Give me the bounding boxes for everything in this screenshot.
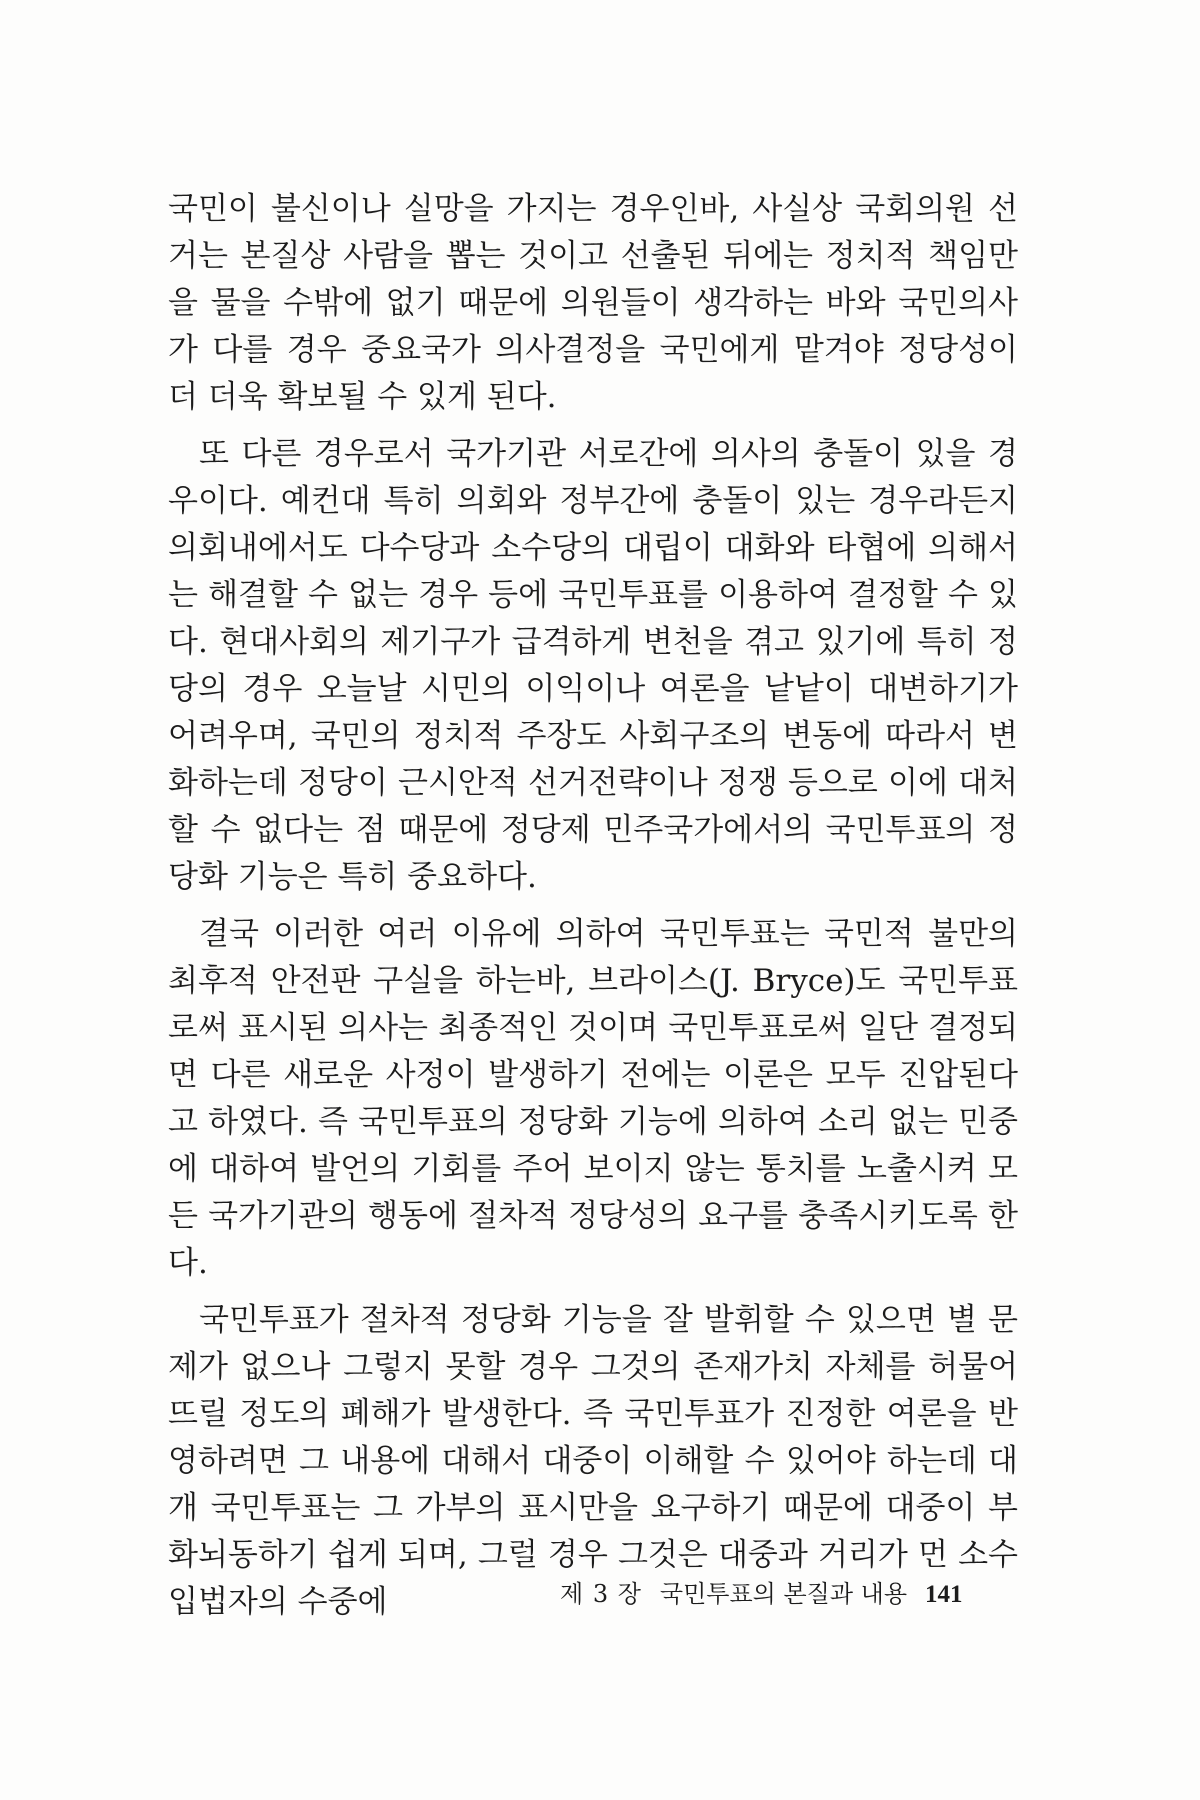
page-number: 141 xyxy=(925,1581,963,1608)
running-footer xyxy=(560,1574,963,1609)
body-text xyxy=(168,186,1018,1636)
paragraph-2: 또 다른 경우로서 국가기관 서로간에 의사의 충돌이 있을 경우이다. 예컨대 특히 의회와 정부간에 충돌이 있는 경우라든지 의회내에서도 다수당과 소수당의 대립이 대화와 타협에 의해서는 해결할 수 없는 경우 등에 국민투표를 이용하여 결정할 수 있다. 현대사회의 제기구가 급격하게 변천을 겪고 있기에 특히 정당의 경우 오늘날 시민의 이익이나 여론을 낱낱이 대변하기가 어려우며, 국민의 정치적 주장도 사회구조의 변동에 따라서 변화하는데 정당이 근시안적 선거전략이나 정쟁 등으로 이에 대처할 수 없다는 점 때문에 정당제 민주국가에서의 국민투표의 정당화 기능은 특히 중요하다. xyxy=(168,436,1018,895)
footer-chapter-title: 국민투표의 본질과 내용 xyxy=(659,1580,908,1608)
footer-chapter: 제 3 장 xyxy=(560,1580,642,1608)
paragraph-1: 국민이 불신이나 실망을 가지는 경우인바, 사실상 국회의원 선거는 본질상 사람을 뽑는 것이고 선출된 뒤에는 정치적 책임만을 물을 수밖에 없기 때문에 의원들이 생각하는 바와 국민의사가 다를 경우 중요국가 의사결정을 국민에게 맡겨야 정당성이 더 더욱 확보될 수 있게 된다. xyxy=(168,191,1018,415)
paragraph-3: 결국 이러한 여러 이유에 의하여 국민투표는 국민적 불만의 최후적 안전판 구실을 하는바, 브라이스(J. Bryce)도 국민투표로써 표시된 의사는 최종적인 것이며 국민투표로써 일단 결정되면 다른 새로운 사정이 발생하기 전에는 이론은 모두 진압된다고 하였다. 즉 국민투표의 정당화 기능에 의하여 소리 없는 민중에 대하여 발언의 기회를 주어 보이지 않는 통치를 노출시켜 모든 국가기관의 행동에 절차적 정당성의 요구를 충족시키도록 한다. xyxy=(168,916,1018,1281)
paragraph-4: 국민투표가 절차적 정당화 기능을 잘 발휘할 수 있으면 별 문제가 없으나 그렇지 못할 경우 그것의 존재가치 자체를 허물어뜨릴 정도의 폐해가 발생한다. 즉 국민투표가 진정한 여론을 반영하려면 그 내용에 대해서 대중이 이해할 수 있어야 하는데 대개 국민투표는 그 가부의 표시만을 요구하기 때문에 대중이 부화뇌동하기 쉽게 되며, 그럴 경우 그것은 대중과 거리가 먼 소수입법자의 수중에 xyxy=(168,1302,1018,1620)
